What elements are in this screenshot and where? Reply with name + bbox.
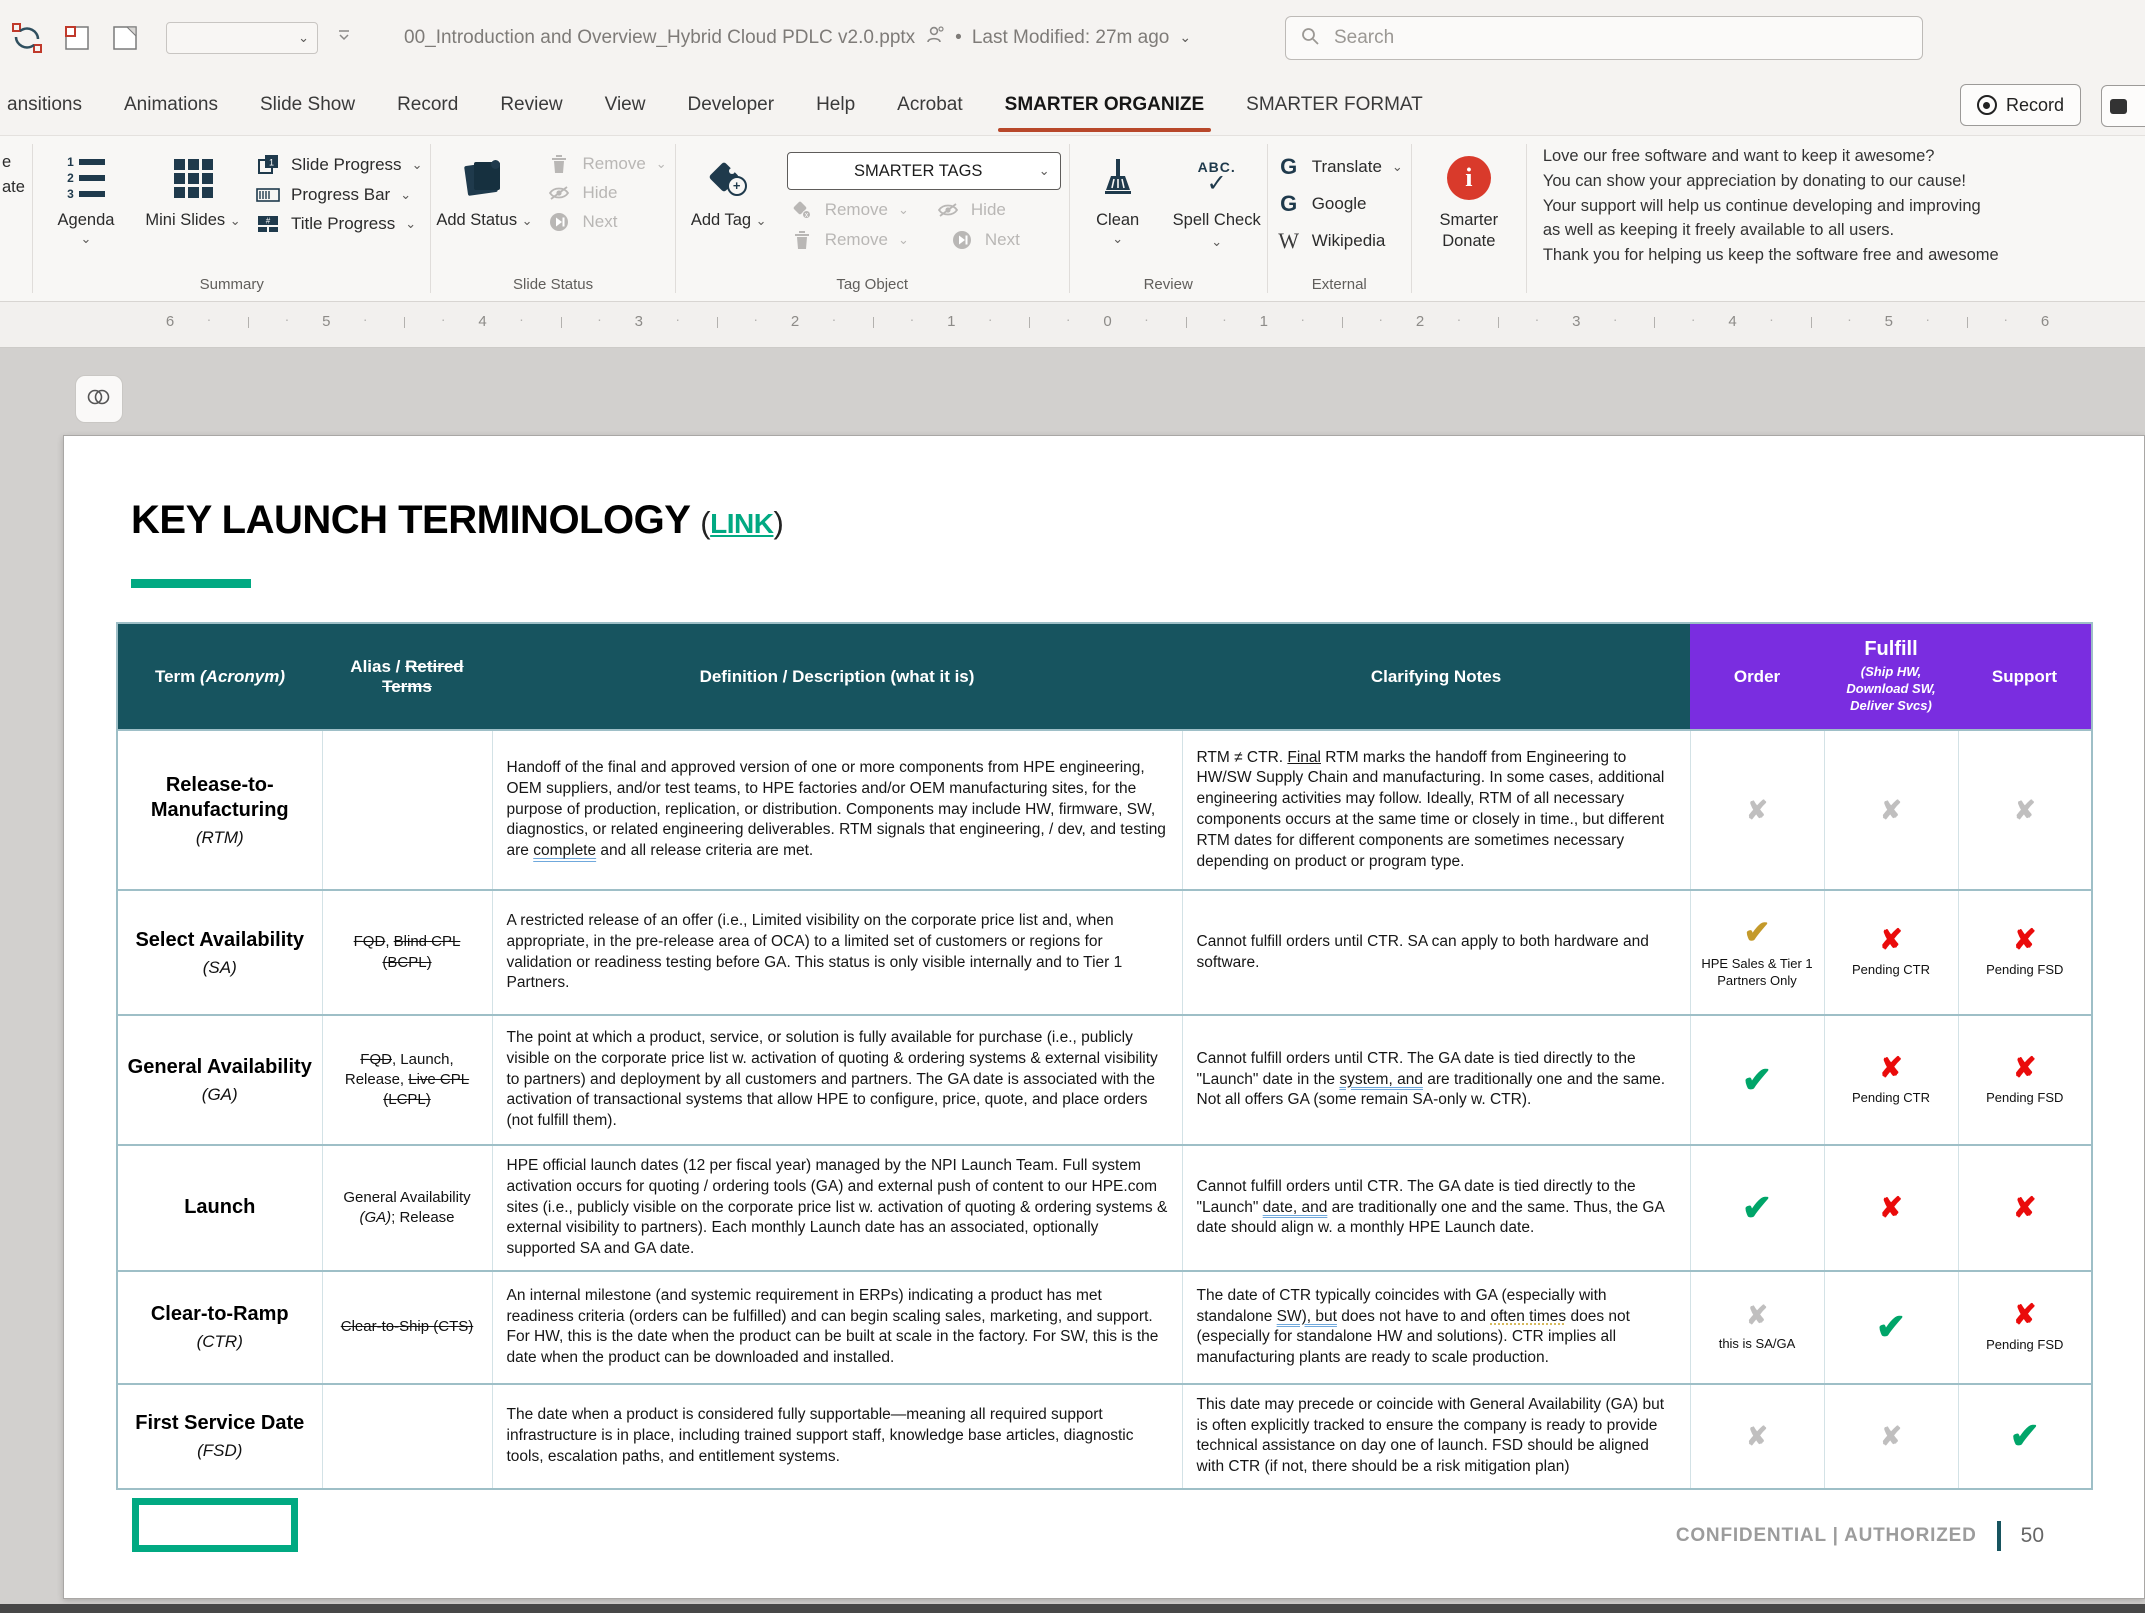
quick-access-dropdown[interactable] [166, 22, 318, 54]
share-person-icon[interactable] [925, 25, 945, 51]
ruler-dot: · [284, 311, 290, 327]
ruler-dot: · [909, 311, 915, 327]
ruler-dot: · [831, 311, 837, 327]
translate-button[interactable] [1276, 154, 1403, 180]
donate-line: Your support will help us continue developing and improving [1542, 196, 1981, 215]
ribbon-tab-row [0, 75, 2145, 136]
check-icon: ✔ [2009, 1415, 2040, 1457]
slide-title: KEY LAUNCH TERMINOLOGY (LINK) [131, 498, 784, 542]
order-cell [1690, 1015, 1824, 1145]
remove-tag2-button[interactable] [789, 230, 909, 250]
svg-text:#: # [265, 216, 271, 226]
ruler-number: 3 [634, 313, 643, 330]
mini-slides-icon [174, 150, 213, 206]
ruler-tick [561, 317, 562, 328]
chevron-down-icon: ⌄ [80, 230, 92, 246]
fulfill-cell [1824, 1145, 1958, 1271]
table-row [117, 1145, 2092, 1271]
mark-label: Pending CTR [1851, 962, 1931, 978]
group-divider [1526, 144, 1527, 293]
progress-bar-label: Progress Bar [291, 185, 391, 204]
ruler-tick [1029, 317, 1030, 328]
group-divider [1411, 144, 1412, 293]
ruler-dot: · [1065, 311, 1071, 327]
alias-cell: FQD, Launch, Release, Live CPL (LCPL) [322, 1015, 492, 1145]
hide-status-label: Hide [582, 183, 618, 202]
fulfill-cell [1824, 1384, 1958, 1489]
spell-check-button[interactable] [1169, 146, 1265, 251]
bottom-edge-strip [0, 1604, 2145, 1613]
ruler-tick [1967, 317, 1968, 328]
next-icon [949, 230, 975, 250]
ruler-dot: · [1456, 311, 1462, 327]
mini-slides-button[interactable] [142, 146, 244, 231]
hpe-logo [132, 1498, 298, 1552]
order-cell [1690, 890, 1824, 1015]
ruler-dot: · [1144, 311, 1149, 327]
group-slide-status [433, 136, 672, 301]
partial-toolbar-button[interactable] [2101, 85, 2145, 127]
alias-cell [322, 730, 492, 890]
ruler-number: 2 [790, 313, 800, 330]
group-tag-object [678, 136, 1067, 301]
progress-bar-button[interactable] [255, 185, 422, 205]
fulfill-cell [1824, 1015, 1958, 1145]
header-definition: Definition / Description (what it is) [492, 623, 1182, 730]
eye-slash-icon [546, 185, 572, 201]
mark-label: Pending FSD [1986, 962, 2064, 978]
ribbon-collapse-icon[interactable] [336, 28, 352, 47]
ribbon [0, 136, 2145, 302]
donate-line: as well as keeping it freely available to all users. [1542, 221, 1895, 240]
chevron-down-icon: ⌄ [1391, 159, 1403, 174]
search-icon [1300, 26, 1320, 51]
ruler-tick [1342, 317, 1343, 328]
ruler-number: 2 [1415, 313, 1425, 330]
agenda-button[interactable] [35, 146, 137, 247]
next-status-button[interactable] [546, 212, 666, 232]
google-label: Google [1311, 194, 1367, 213]
add-tag-icon: + [711, 150, 747, 206]
tab-acrobat[interactable]: Acrobat [897, 94, 963, 115]
table-header-row [117, 623, 2092, 730]
remove-tag-label: Remove [824, 200, 888, 219]
group-divider [32, 144, 33, 293]
group-divider [430, 144, 431, 293]
hide-status-button[interactable] [546, 183, 666, 203]
last-modified-label[interactable]: Last Modified: 27m ago [971, 26, 1170, 48]
check-icon: ✔ [1875, 1306, 1907, 1348]
title-progress-button[interactable] [255, 214, 422, 234]
order-cell [1690, 730, 1824, 890]
ruler-tick [248, 317, 249, 328]
record-icon [1977, 95, 1997, 115]
group-label-external: External [1311, 276, 1367, 293]
tab-ansitions[interactable]: ansitions [7, 94, 82, 115]
ruler-number: 4 [478, 313, 487, 330]
ruler-dot: · [753, 311, 759, 327]
slide-footer [1676, 1521, 2044, 1551]
smarter-donate-label: Smarter Donate [1439, 211, 1499, 250]
ruler-tick [1654, 317, 1655, 328]
clipped-ribbon-button[interactable] [0, 136, 30, 301]
ruler-number: 4 [1728, 313, 1737, 330]
ribbon-tabs [0, 75, 1444, 135]
definition-cell: Handoff of the final and approved version of one or more components from HPE engineering, OEM suppliers, and/or test teams, to HPE factories and/or OEM manufacturing sites, for the purpose of production, replication, or distribution. Components may include HW, firmware, SW, diagnostics, or related engineering deliverables. RTM signals that engineering, / dev, and testing are complete and all release criteria are met. [492, 730, 1182, 890]
tab-smarter-organize[interactable]: SMARTER ORGANIZE [984, 75, 1226, 135]
mark-label: Pending CTR [1851, 1089, 1931, 1105]
add-status-icon [466, 150, 502, 206]
group-label-tag-object: Tag Object [836, 276, 909, 293]
notes-cell: The date of CTR typically coincides with GA (especially with standalone SW), but does not have to and often times does not (especially for standalone HW and solutions). CTR implies all manufacturing plants are ready to scale production. [1182, 1271, 1690, 1384]
sync-icon[interactable] [12, 23, 42, 53]
header-order: Order [1690, 623, 1824, 730]
notes-cell: Cannot fulfill orders until CTR. SA can apply to both hardware and software. [1182, 890, 1690, 1015]
table-row [117, 1015, 2092, 1145]
next-status-label: Next [582, 212, 618, 231]
header-fulfill: Fulfill (Ship HW, Download SW, Deliver Svcs) [1824, 623, 1958, 730]
add-status-button[interactable] [433, 146, 535, 231]
x-icon: ✘ [1746, 1299, 1768, 1330]
layout-icon[interactable] [112, 25, 138, 51]
clean-broom-icon [1101, 150, 1135, 206]
table-row [117, 890, 2092, 1015]
alias-cell: FQD, Blind CPL (BCPL) [322, 890, 492, 1015]
header-term: Term (Acronym) [117, 623, 322, 730]
group-review [1072, 136, 1265, 301]
x-icon: ✘ [1880, 795, 1902, 825]
chevron-down-icon: ⌄ [898, 232, 909, 247]
check-icon: ✔ [1743, 913, 1771, 950]
ruler-tick [1498, 317, 1499, 328]
ruler-number: 1 [1259, 313, 1268, 330]
term-cell: First Service Date (FSD) [117, 1384, 322, 1489]
tab-animations[interactable]: Animations [124, 94, 218, 115]
mark-label: Pending FSD [1986, 1336, 2064, 1352]
donate-info-icon: i [1447, 156, 1491, 200]
ruler-tick [717, 317, 718, 328]
google-g-icon: G [1280, 191, 1298, 216]
ruler-dot: · [1769, 311, 1774, 327]
donate-line: Thank you for helping us keep the software free and awesome [1542, 246, 1999, 264]
smarter-tags-value: SMARTER TAGS [854, 161, 983, 180]
wikipedia-button[interactable] [1276, 228, 1403, 254]
next-tag-button[interactable] [949, 230, 1020, 250]
page-number: 50 [2020, 1524, 2044, 1547]
mark-label: this is SA/GA [1718, 1335, 1796, 1351]
chevron-down-icon[interactable]: ⌄ [1179, 29, 1192, 45]
chevron-down-icon: ⌄ [898, 202, 909, 217]
add-tag-label: Add Tag ⌄ [690, 211, 767, 229]
google-button[interactable] [1276, 191, 1403, 217]
search-box[interactable] [1285, 16, 1923, 60]
ruler-dot: · [362, 311, 368, 327]
support-cell [1958, 730, 2092, 890]
canvas-tool-button[interactable] [75, 375, 123, 423]
support-cell [1958, 1384, 2092, 1489]
document-meta [404, 25, 1191, 51]
donate-line: You can show your appreciation by donating to our cause! [1542, 171, 1967, 190]
spell-check-label: Spell Check ⌄ [1172, 211, 1261, 249]
ruler-dot: · [440, 311, 446, 327]
ruler-dot: · [519, 311, 524, 327]
x-icon: ✘ [2013, 1191, 2037, 1223]
group-divider [1069, 144, 1070, 293]
header-notes: Clarifying Notes [1182, 623, 1690, 730]
shapes-icon [87, 388, 111, 411]
ruler-number: 6 [165, 313, 175, 330]
group-summary [35, 136, 428, 301]
slide-canvas[interactable] [63, 435, 2145, 1599]
ruler-tick [1811, 317, 1812, 328]
table-row [117, 1384, 2092, 1489]
tab-developer[interactable]: Developer [687, 94, 775, 115]
x-icon: ✘ [1879, 1191, 1903, 1223]
hide-tag-label: Hide [970, 200, 1006, 219]
notes-cell: This date may precede or coincide with General Availability (GA) but is often explicitly tracked to ensure the company is ready to provide technical assistance on day one of launch. FSD should be aligned with CTR (if not, there should be a risk mitigation plan) [1182, 1384, 1690, 1489]
title-link[interactable]: LINK [710, 508, 774, 539]
tab-slide-show[interactable]: Slide Show [260, 94, 356, 115]
fulfill-cell [1824, 890, 1958, 1015]
mini-slides-label: Mini Slides ⌄ [145, 211, 241, 229]
check-icon: ✔ [1741, 1059, 1773, 1100]
definition-cell: The date when a product is considered fully supportable—meaning all required support infrastructure is in place, including trained support staff, knowledge base articles, diagnostic tools, escalation paths, and entitlement systems. [492, 1384, 1182, 1489]
tab-review[interactable]: Review [500, 94, 563, 115]
definition-cell: HPE official launch dates (12 per fiscal year) managed by the NPI Launch Team. Full system activation occurs for quoting / ordering tools (GA) and external push of content to our HPE.com sites (i.e., publicly visible on the corporate price list w. activation of quoting & ordering systems & external visibility to partners). Each monthly Launch date has an associated, optionally supported SA and GA date. [492, 1145, 1182, 1271]
notes-cell: Cannot fulfill orders until CTR. The GA date is tied directly to the "Launch" date, and are traditionally one and the same. Thus, the GA date should align w. a monthly HPE Launch date. [1182, 1145, 1690, 1271]
workspace [0, 348, 2145, 1613]
wikipedia-label: Wikipedia [1311, 231, 1386, 250]
ruler-tick [873, 317, 874, 328]
ruler[interactable] [0, 302, 2145, 348]
ruler-number: 3 [1572, 313, 1581, 330]
remove-status-label: Remove [582, 154, 646, 173]
donate-line: Love our free software and want to keep it awesome? [1542, 147, 1935, 165]
group-label-slide-status: Slide Status [513, 276, 594, 293]
x-icon: ✘ [2013, 924, 2037, 956]
mark-label: HPE Sales & Tier 1 Partners Only [1701, 955, 1813, 988]
support-cell [1958, 1015, 2092, 1145]
translate-label: Translate [1311, 157, 1382, 176]
remove-tag2-label: Remove [824, 230, 888, 249]
term-cell: Select Availability (SA) [117, 890, 322, 1015]
order-cell [1690, 1145, 1824, 1271]
x-icon: ✘ [1880, 1421, 1902, 1452]
chevron-down-icon: ⌄ [298, 29, 309, 45]
group-donate [1414, 136, 1524, 301]
new-slide-icon[interactable] [64, 25, 90, 51]
add-tag-button[interactable] [678, 146, 780, 231]
quick-access-toolbar [12, 23, 138, 53]
ruler-dot: · [1300, 311, 1306, 327]
chevron-down-icon: ⌄ [1038, 163, 1050, 178]
fulfill-cell [1824, 730, 1958, 890]
svg-text:x: x [804, 212, 808, 219]
progress-bar-icon [255, 187, 281, 203]
chevron-down-icon: ⌄ [1112, 230, 1124, 246]
table-row [117, 730, 2092, 890]
header-alias: Alias / Retired Terms [322, 623, 492, 730]
confidential-label: CONFIDENTIAL | AUTHORIZED [1675, 1525, 1977, 1546]
record-button[interactable] [1960, 84, 2081, 126]
remove-tag-button[interactable] [789, 200, 909, 220]
meta-separator: • [955, 26, 962, 48]
chevron-down-icon: ⌄ [411, 157, 423, 172]
chevron-down-icon: ⌄ [655, 156, 667, 171]
notes-cell: RTM ≠ CTR. Final RTM marks the handoff from Engineering to HW/SW Supply Chain and manufacturing. In some cases, additional engineering activities may follow. Ideally, RTM of all necessary components occurs at the same time or closely in time., but different RTM dates for different components are sometimes necessary depending on product or program type. [1182, 730, 1690, 890]
ruler-dot: · [1222, 311, 1227, 327]
ruler-number: 1 [947, 313, 956, 330]
next-icon [546, 212, 572, 232]
clipped-label-line: e [2, 153, 12, 171]
x-icon: ✘ [1879, 924, 1903, 956]
table-body [117, 730, 2092, 1489]
ruler-dot: · [597, 311, 602, 327]
support-cell [1958, 1145, 2092, 1271]
alias-cell: Clear-to-Ship (CTS) [322, 1271, 492, 1384]
clean-label: Clean [1096, 211, 1140, 229]
x-icon: ✘ [1879, 1051, 1903, 1083]
ruler-number: 5 [322, 313, 331, 330]
title-bar [0, 0, 2145, 75]
ruler-dot: · [206, 311, 212, 327]
x-icon: ✘ [2013, 795, 2036, 825]
group-divider [1267, 144, 1268, 293]
search-input[interactable] [1332, 26, 1908, 50]
eye-slash-icon [935, 202, 961, 218]
footer-divider [1997, 1521, 2001, 1551]
support-cell [1958, 890, 2092, 1015]
smarter-tags-dropdown[interactable] [787, 152, 1061, 190]
ruler-dot: · [1534, 311, 1540, 327]
tag-remove-icon [789, 200, 815, 220]
ruler-dot: · [1378, 311, 1384, 327]
agenda-icon: 1 2 3 [67, 150, 105, 206]
notes-cell: Cannot fulfill orders until CTR. The GA date is tied directly to the "Launch" date in the system, and are traditionally one and the same. Not all offers GA (some remain SA-only w. CTR). [1182, 1015, 1690, 1145]
alias-cell: General Availability (GA); Release [322, 1145, 492, 1271]
tab-smarter-format[interactable]: SMARTER FORMAT [1246, 94, 1423, 115]
term-cell: Release-to-Manufacturing (RTM) [117, 730, 322, 890]
record-label: Record [2005, 94, 2064, 115]
remove-status-button[interactable] [546, 154, 666, 174]
ruler-tick [1186, 317, 1187, 328]
hide-tag-button[interactable] [935, 200, 1006, 220]
term-cell: Clear-to-Ramp (CTR) [117, 1271, 322, 1384]
ruler-number: 0 [1103, 313, 1112, 330]
ruler-dot: · [1612, 311, 1618, 327]
x-icon: ✘ [2013, 1051, 2037, 1083]
support-cell [1958, 1271, 2092, 1384]
title-progress-icon [255, 215, 281, 233]
x-icon: ✘ [1746, 1421, 1768, 1452]
svg-text:1: 1 [268, 157, 275, 168]
term-cell: Launch [117, 1145, 322, 1271]
slide-progress-label: Slide Progress [291, 155, 402, 174]
definition-cell: An internal milestone (and systemic requirement in ERPs) indicating a product has met readiness criteria (orders can be fulfilled) and can begin scaling sales, marketing, and support. For HW, this is the date when the product can be built at scale in the factory. For SW, this is the date when the product can be downloaded and installed. [492, 1271, 1182, 1384]
group-label-summary: Summary [199, 276, 264, 293]
tab-record[interactable]: Record [397, 94, 459, 115]
definition-cell: The point at which a product, service, or solution is fully available for purchase (i.e., publicly visible on the corporate price list w. activation of quoting & ordering systems & external visibility to partners) and deployment by all customers and partners. The GA date is associated with the activation of transactional systems that allow HPE to configure, price, quote, and place orders (not fulfill them). [492, 1015, 1182, 1145]
terminology-table [116, 622, 2093, 1490]
title-progress-label: Title Progress [291, 214, 396, 233]
group-external [1270, 136, 1409, 301]
next-tag-label: Next [984, 230, 1020, 249]
donate-text [1529, 136, 2145, 301]
ruler-dot: · [2003, 311, 2009, 327]
ruler-dot: · [1690, 311, 1696, 327]
ruler-dot: · [1925, 311, 1931, 327]
smarter-donate-button[interactable] [1414, 146, 1524, 251]
ruler-number: 6 [2040, 313, 2050, 330]
header-support: Support [1958, 623, 2092, 730]
x-icon: ✘ [2013, 1298, 2037, 1330]
chevron-down-icon: ⌄ [400, 187, 412, 202]
ruler-dot: · [1847, 311, 1852, 327]
chevron-down-icon: ⌄ [405, 216, 417, 231]
clean-button[interactable] [1072, 146, 1164, 247]
wikipedia-w-icon: W [1278, 228, 1300, 253]
check-icon: ✔ [1741, 1186, 1773, 1228]
slide-progress-icon [255, 154, 281, 176]
spell-check-icon: ABC. ✓ [1197, 159, 1236, 197]
x-icon: ✘ [1746, 795, 1768, 825]
camera-icon [2110, 99, 2127, 114]
tab-help[interactable]: Help [816, 94, 856, 115]
title-accent-bar [131, 579, 251, 588]
order-cell [1690, 1271, 1824, 1384]
alias-cell [322, 1384, 492, 1489]
trash-icon [546, 154, 572, 174]
table-row [117, 1271, 2092, 1384]
document-title: 00_Introduction and Overview_Hybrid Cloud PDLC v2.0.pptx [404, 26, 916, 48]
slide-progress-button[interactable] [255, 154, 422, 176]
group-divider [675, 144, 676, 293]
group-label-review: Review [1143, 276, 1193, 293]
mark-label: Pending FSD [1986, 1089, 2064, 1105]
order-cell [1690, 1384, 1824, 1489]
ruler-dot: · [675, 311, 681, 327]
google-g-icon: G [1280, 154, 1298, 179]
agenda-label: Agenda [57, 211, 115, 229]
tab-view[interactable]: View [604, 94, 646, 115]
clipped-label-line: ate [2, 177, 25, 196]
ruler-tick [404, 317, 405, 328]
trash-icon [789, 230, 815, 250]
definition-cell: A restricted release of an offer (i.e., Limited visibility on the corporate price list and, when appropriate, in the pre-release area of OCA) to a limited set of customers or regions for validation or readiness testing before GA. This status is only visible internally and to Tier 1 Partners. [492, 890, 1182, 1015]
ruler-number: 5 [1884, 313, 1893, 330]
add-status-label: Add Status ⌄ [436, 211, 533, 229]
ruler-dot: · [987, 311, 993, 327]
fulfill-cell [1824, 1271, 1958, 1384]
term-cell: General Availability (GA) [117, 1015, 322, 1145]
